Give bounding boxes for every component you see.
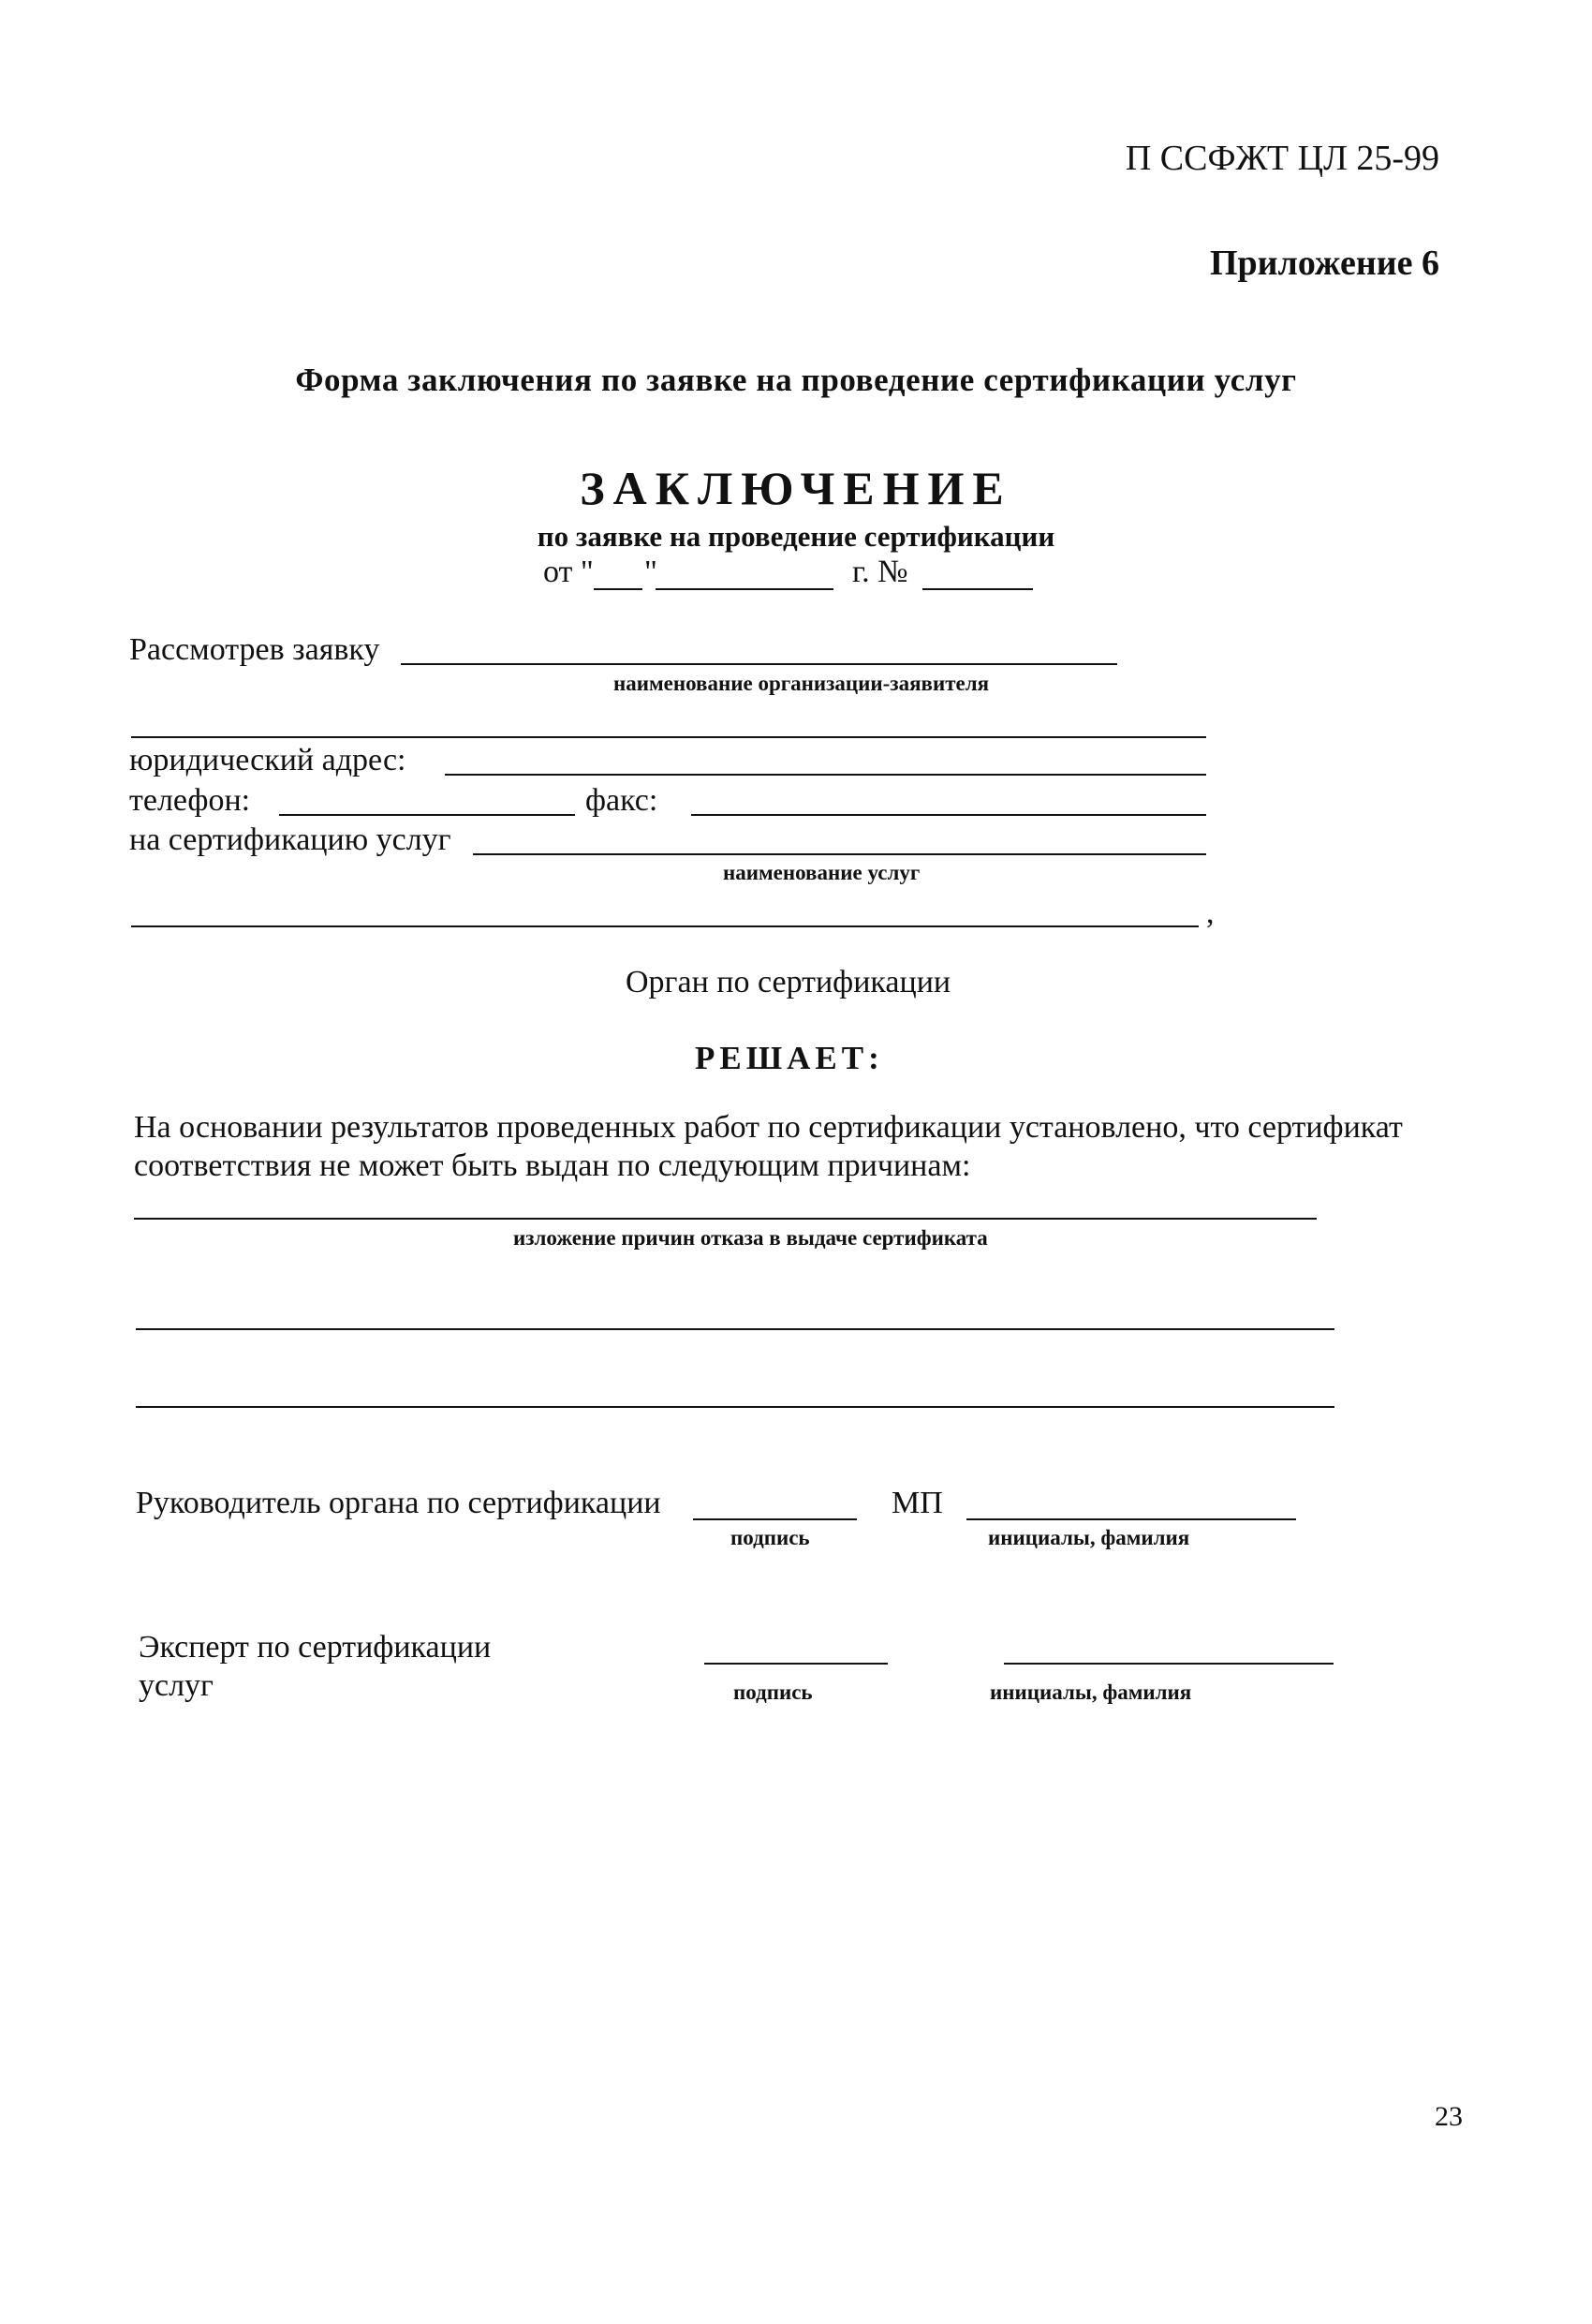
fax-label: факс: <box>585 783 658 818</box>
expert-label-line-1: Эксперт по сертификации <box>139 1630 492 1665</box>
legal-address-field <box>445 774 1206 776</box>
document-number-field <box>922 588 1033 590</box>
applicant-name-field-2 <box>131 736 1206 738</box>
phone-field <box>279 814 575 816</box>
expert-signature-caption: подпись <box>733 1680 813 1704</box>
date-year-number-label: г. № <box>852 555 908 589</box>
head-name-field <box>966 1518 1296 1520</box>
date-day-field <box>594 588 642 590</box>
conclusion-heading: ЗАКЛЮЧЕНИЕ <box>580 462 1012 514</box>
services-field <box>473 853 1206 855</box>
decision-text-line-1: На основании результатов проведенных работ по сертификации установлено, что сертификат <box>134 1110 1403 1145</box>
legal-address-label: юридический адрес: <box>129 743 406 777</box>
trailing-comma: , <box>1206 896 1215 930</box>
services-label: на сертификацию услуг <box>129 822 451 857</box>
refusal-reason-field <box>134 1218 1317 1220</box>
decision-verb: РЕШАЕТ: <box>695 1040 884 1076</box>
expert-name-field <box>1004 1663 1334 1665</box>
applicant-name-field <box>401 663 1117 665</box>
head-signature-field <box>693 1518 857 1520</box>
expert-name-caption: инициалы, фамилия <box>990 1680 1192 1704</box>
services-caption: наименование услуг <box>723 861 921 884</box>
date-month-field <box>656 588 833 590</box>
head-of-body-label: Руководитель органа по сертификации <box>136 1486 661 1520</box>
head-signature-caption: подпись <box>730 1526 810 1549</box>
date-from-label: от " <box>543 555 594 589</box>
phone-label: телефон: <box>129 783 251 818</box>
expert-label-line-2: услуг <box>139 1668 214 1703</box>
services-field-2 <box>131 925 1199 927</box>
fax-field <box>691 814 1206 816</box>
page-number: 23 <box>1435 2101 1463 2132</box>
expert-signature-field <box>704 1663 888 1665</box>
head-name-caption: инициалы, фамилия <box>988 1526 1190 1549</box>
form-title: Форма заключения по заявке на проведение сертификации услуг <box>295 362 1297 398</box>
reviewed-application-label: Рассмотрев заявку <box>129 632 380 667</box>
refusal-reason-caption: изложение причин отказа в выдаче сертификата <box>513 1226 988 1250</box>
decision-text-line-2: соответствия не может быть выдан по следующим причинам: <box>134 1148 971 1183</box>
stamp-mark: МП <box>892 1486 943 1520</box>
document-code: П ССФЖТ ЦЛ 25-99 <box>1125 139 1439 178</box>
conclusion-subheading: по заявке на проведение сертификации <box>537 520 1055 553</box>
applicant-name-caption: наименование организации-заявителя <box>613 672 990 695</box>
refusal-reason-field-2 <box>136 1328 1334 1330</box>
appendix-label: Приложение 6 <box>1209 244 1439 283</box>
date-quote: " <box>644 555 657 589</box>
refusal-reason-field-3 <box>136 1406 1334 1408</box>
certification-body-label: Орган по сертификации <box>626 965 951 999</box>
